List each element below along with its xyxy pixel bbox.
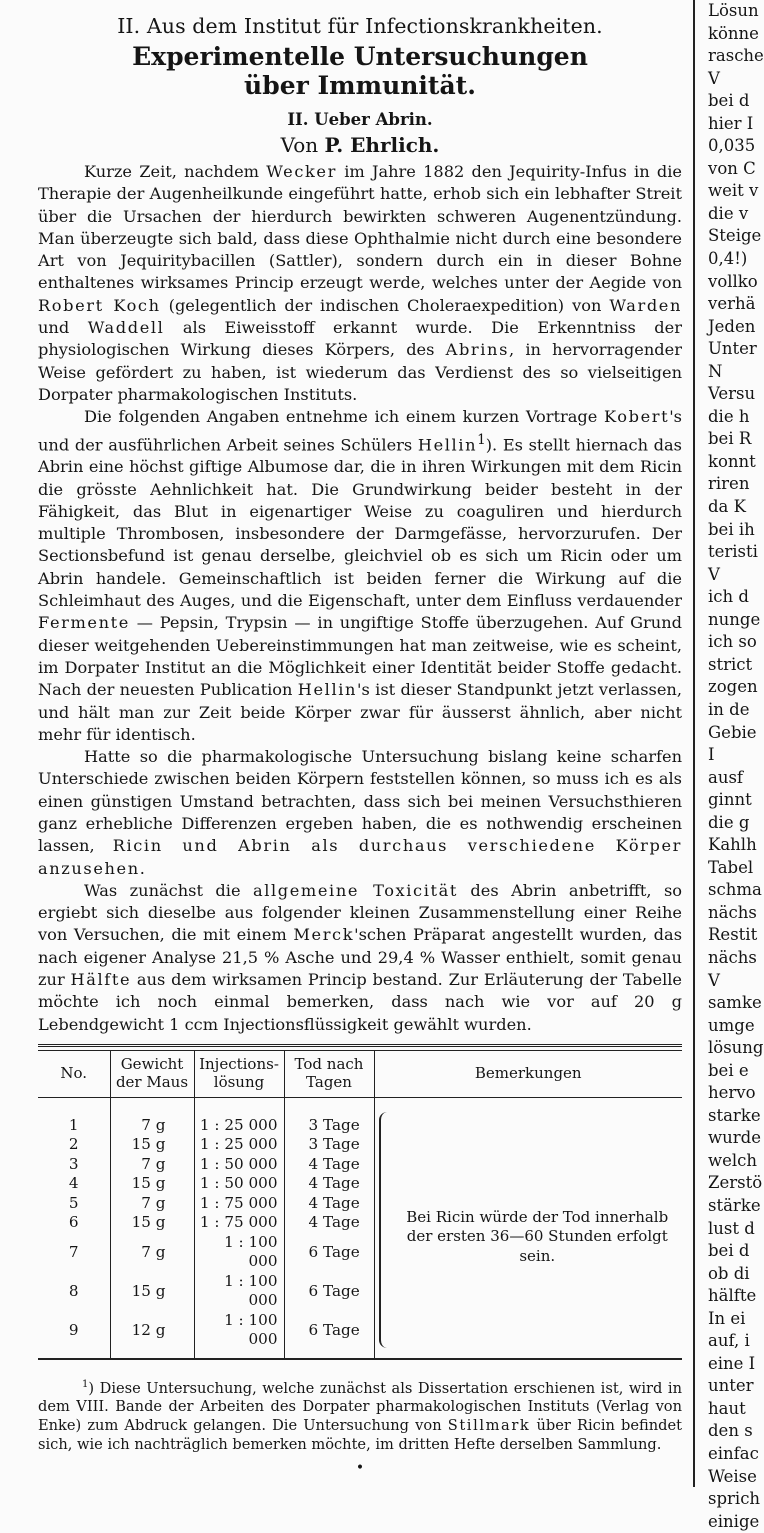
footnote-number: 1 [82, 1378, 89, 1390]
fragment-line: teristi [708, 542, 758, 562]
fragment-line: auf, i [708, 1331, 750, 1351]
spaced-name: Abrins [445, 340, 509, 360]
column-header-solution [194, 1051, 284, 1098]
column-divider [693, 0, 695, 1487]
fragment-line: hervo [708, 1083, 756, 1103]
fragment-line: riren [708, 474, 750, 494]
spaced-name: Hellin [297, 680, 358, 700]
spaced-word: Fermente [38, 613, 130, 633]
cell-death: 3 Tage [284, 1135, 374, 1155]
fragment-line: strict [708, 654, 753, 674]
cell-weight: 12 g [110, 1311, 194, 1358]
article [38, 14, 682, 1476]
fragment-line: verhä [708, 294, 756, 314]
cell-no: 1 [68, 1115, 79, 1134]
spaced-phrase: Ricin und Abrin als durchaus verschiedene Körper anzusehen [38, 836, 682, 878]
page-mark: • [355, 1460, 365, 1477]
fragment-line: von C [708, 158, 756, 178]
fragment-line: welch [708, 1150, 758, 1170]
fragment-line: samke [708, 993, 762, 1013]
author-name: P. Ehrlich. [324, 133, 440, 157]
fragment-line: in de [708, 699, 750, 719]
cell-death: 6 Tage [284, 1311, 374, 1358]
text-run: Hatte so die pharmakologische Untersuchung bislang keine scharfen Unterschiede zwischen beiden Körpern feststellen können, so muss ich es als einen günstigen Umstand betrachten, dass sich bei meinen Versuchsthieren ganz erhebliche Differenzen ergeben haben, die es nothwendig erscheinen lassen, [38, 747, 682, 856]
text-run: ), sondern durch ein in dieser Bohne enthaltenes wirksames Princip erzeugt werde, welches unter der Aegide von [38, 251, 682, 293]
title-line-2: über Immunität. [244, 71, 476, 100]
fragment-line: nächs [708, 902, 757, 922]
paragraph-3 [38, 746, 682, 880]
toxicity-table [38, 1051, 682, 1358]
text-run: ). Es stellt hiernach das Abrin eine höchst giftige Albumose dar, die in ihren Wirkungen mit dem Ricin die grösste Aehnlichkeit hat. Die Grundwirkung beider besteht in der Fähigkeit, das Blut in eigenartiger Weise zu coaguliren und hierdurch multiple Thrombosen, insbesondere der Darmgefässe, hervorzurufen. Der Sectionsbefund ist genau derselbe, gleichviel ob es sich um Ricin oder um Abrin handele. Gemeinschaftlich ist beiden ferner die Wirkung auf die Schleimhaut des Auges, und die Eigenschaft, unter dem Einfluss verdauender [38, 434, 682, 611]
fragment-line: ob di [708, 1263, 750, 1283]
fragment-line: vollko [708, 271, 758, 291]
cell-no: 5 [68, 1193, 79, 1212]
fragment-line: lust d [708, 1218, 755, 1238]
fragment-line: die v [708, 203, 749, 223]
column-header-weight [110, 1051, 194, 1098]
fragment-line: Gebie [708, 722, 757, 742]
spaced-name: Merck [293, 925, 355, 945]
fragment-line: In ei [708, 1308, 746, 1328]
adjacent-column-fragment [708, 0, 764, 1531]
table-top-rule [38, 1044, 682, 1051]
fragment-line: haut [708, 1398, 746, 1418]
cell-no: 6 [68, 1213, 79, 1232]
text-run: des Abrin anbetrifft, so ergiebt sich dieselbe aus folgender kleinen Zusammenstellung einer Reihe von Versuchen, die mit einem [38, 880, 683, 945]
cell-death: 4 Tage [284, 1194, 374, 1214]
cell-weight: 15 g [110, 1174, 194, 1194]
fragment-line: N [708, 361, 723, 381]
cell-solution: 1 : 25 000 [194, 1135, 284, 1155]
table-header-row [38, 1051, 682, 1098]
fragment-line: eine I [708, 1353, 756, 1373]
spaced-phrase: allgemeine Toxicität [252, 880, 458, 900]
paragraph-1 [38, 161, 682, 406]
text-run: . [139, 858, 145, 878]
text-run: (gelegentlich der indischen Choleraexpedition) von [160, 295, 610, 315]
column-header-death [284, 1051, 374, 1098]
column-header-remarks: Bemerkungen [374, 1051, 682, 1098]
paragraph-2 [38, 406, 682, 746]
fragment-line: weit v [708, 181, 759, 201]
fragment-line: ich d [708, 587, 749, 607]
fragment-line: lösung [708, 1038, 764, 1058]
text-run: — Pepsin, Trypsin — in ungiftige Stoffe überzugehen. Auf Grund dieser weitgehenden Uebereinstimmungen hat man zeitweise, wie es scheint, im Dorpater Institut an die Möglichkeit einer Identität beider Stoffe gedacht. Nach der neuesten Publication [38, 613, 682, 700]
text-run: über Ricin befindet sich, wie ich nachträglich bemerken möchte, im dritten Hefte derselben Sammlung. [38, 1417, 682, 1453]
cell-death: 4 Tage [284, 1174, 374, 1194]
spaced-name: Robert Koch [38, 295, 161, 315]
fragment-line: umge [708, 1015, 755, 1035]
cell-no: 3 [68, 1154, 79, 1173]
cell-weight: 15 g [110, 1213, 194, 1233]
cell-solution: 1 : 100 000 [194, 1311, 284, 1358]
text-run: als Eiweisstoff erkannt wurde. Die Erkenntniss der physiologischen Wirkung dieses Körpers, des [38, 318, 682, 360]
spaced-name: Stillmark [447, 1417, 531, 1435]
cell-death: 6 Tage [284, 1272, 374, 1311]
cell-weight: 15 g [110, 1135, 194, 1155]
author-prefix: Von [280, 133, 319, 157]
text-run: 'schen Präparat angestellt wurden, das nach eigener Analyse 21,5 % Asche und 29,4 % Wasser enthielt, somit genau zur [38, 925, 683, 990]
brace-icon [379, 1112, 391, 1348]
cell-no: 7 [68, 1242, 79, 1261]
cell-solution: 1 : 25 000 [194, 1097, 284, 1135]
cell-weight: 7 g [110, 1233, 194, 1272]
cell-solution: 1 : 75 000 [194, 1213, 284, 1233]
fragment-line: zogen [708, 677, 758, 697]
table-bottom-rule [38, 1358, 682, 1360]
fragment-line: einfac [708, 1444, 759, 1463]
fragment-line: 0,4!) [708, 249, 748, 269]
fragment-line: die g [708, 812, 750, 832]
cell-no: 8 [68, 1281, 79, 1300]
fragment-line: Versu [708, 384, 756, 404]
fragment-line: Kahlh [708, 835, 757, 855]
cell-weight: 7 g [110, 1155, 194, 1175]
fragment-line: Jeden [708, 316, 756, 336]
header-line: lösung [213, 1072, 265, 1091]
fragment-line: 0,035 [708, 136, 756, 156]
cell-no: 9 [68, 1320, 79, 1339]
cell-remarks [374, 1097, 682, 1358]
fragment-line: V [708, 564, 720, 584]
fragment-line: Unter [708, 339, 757, 359]
fragment-line: bei ih [708, 519, 755, 539]
cell-death: 6 Tage [284, 1233, 374, 1272]
fragment-line: bei e [708, 1060, 749, 1080]
cell-solution: 1 : 50 000 [194, 1174, 284, 1194]
fragment-line: bei d [708, 1241, 750, 1261]
fragment-line: da K [708, 497, 746, 517]
cell-weight: 7 g [110, 1097, 194, 1135]
fragment-line: Tabel [708, 857, 754, 877]
fragment-line: starke [708, 1105, 761, 1125]
cell-solution: 1 : 100 000 [194, 1272, 284, 1311]
fragment-line: Restit [708, 925, 758, 945]
table-row [38, 1097, 682, 1135]
text-run: 's ist dieser Standpunkt jetzt verlassen, und hält man zur Zeit beide Körper zwar für äusserst ähnlich, aber nicht mehr für identisch. [38, 680, 682, 744]
text-run: und [38, 318, 88, 338]
cell-weight: 7 g [110, 1194, 194, 1214]
author-line [38, 133, 682, 157]
text-run: Die folgenden Angaben entnehme ich einem kurzen Vortrage [84, 407, 605, 427]
remark-text: Bei Ricin würde der Tod innerhalb der ersten 36—60 Stunden erfolgt sein. [406, 1207, 669, 1265]
fragment-line: hier I [708, 113, 754, 133]
header-line: Injections- [199, 1054, 279, 1073]
header-line: Tod nach [294, 1054, 364, 1073]
fragment-line: Weise [708, 1466, 757, 1486]
text-run: Kurze Zeit, nachdem [84, 162, 267, 181]
fragment-line: V [708, 970, 720, 990]
fragment-line: ausf [708, 767, 744, 787]
fragment-line: bei d [708, 91, 750, 111]
column-header-no: No. [38, 1051, 110, 1098]
fragment-line: Zerstö [708, 1173, 763, 1193]
fragment-line: den s [708, 1421, 753, 1441]
fragment-line: unter [708, 1376, 754, 1396]
cell-no: 2 [68, 1135, 79, 1154]
section-heading: II. Aus dem Institut für Infectionskrankheiten. [117, 14, 603, 38]
fragment-line: bei R [708, 429, 752, 449]
text-run: aus dem wirksamen Princip bestand. Zur Erläuterung der Tabelle möchte ich noch einmal bemerken, dass nach wie vor auf 20 g Lebendgewicht 1 ccm Injectionsflüssigkeit gewählt wurden. [38, 970, 683, 1034]
fragment-line: könne [708, 23, 759, 43]
spaced-name: Warden [609, 295, 682, 315]
text-run: 's und der ausführlichen Arbeit seines Schülers [38, 407, 682, 454]
fragment-line: schma [708, 880, 762, 900]
header-line: Gewicht [120, 1054, 184, 1073]
fragment-line: ich so [708, 632, 757, 652]
title-line-1: Experimentelle Untersuchungen [132, 42, 588, 71]
spaced-word: Hälfte [70, 970, 132, 990]
cell-solution: 1 : 75 000 [194, 1194, 284, 1214]
text-run: im Jahre 1882 den Jequirity-Infus in die Therapie der Augenheilkunde eingeführt hatte, erhob sich ein lebhafter Streit über die Ursachen der hierdurch bewirkten schweren Augenentzündung. Man überzeugte sich bald, dass diese Ophthalmie nicht durch eine besondere Art von Jequiritybacillen ( [38, 162, 682, 271]
fragment-line: nächs [708, 947, 757, 967]
spaced-name: Waddell [87, 318, 165, 338]
fragment-line: Steige [708, 226, 762, 246]
fragment-line: Lösun [708, 1, 759, 20]
fragment-line: sprich [708, 1489, 761, 1509]
header-line: der Maus [115, 1072, 189, 1091]
text-run: Sattler [275, 251, 332, 271]
footnote-mark: 1 [477, 431, 486, 448]
cell-no: 4 [68, 1174, 79, 1193]
text-run: Was zunächst die [84, 880, 253, 900]
fragment-line: I [708, 745, 715, 765]
fragment-line: die h [708, 406, 750, 426]
cell-death: 4 Tage [284, 1155, 374, 1175]
fragment-line: konnt [708, 451, 756, 471]
fragment-line: hälfte [708, 1286, 757, 1306]
fragment-line: stärke [708, 1195, 761, 1215]
header-line: Tagen [306, 1072, 352, 1091]
fragment-line: nunge [708, 609, 761, 629]
fragment-line: V [708, 68, 720, 88]
fragment-line: rasche [708, 46, 764, 66]
spaced-name: Kobert [604, 407, 670, 427]
cell-death: 3 Tage [284, 1097, 374, 1135]
cell-solution: 1 : 100 000 [194, 1233, 284, 1272]
text-run: , in hervorragender Weise gefördert zu haben, ist wiederum das Verdienst des so vielseitigen Dorpater pharmakologischen Instituts. [38, 340, 682, 404]
spaced-name: Wecker [266, 162, 337, 181]
fragment-line: wurde [708, 1128, 761, 1148]
cell-solution: 1 : 50 000 [194, 1155, 284, 1175]
article-subtitle: II. Ueber Abrin. [287, 110, 433, 129]
footnote [38, 1376, 682, 1454]
paragraph-4 [38, 880, 682, 1036]
spaced-name: Hellin [417, 434, 478, 454]
fragment-line: ginnt [708, 790, 752, 810]
fragment-line: einige [708, 1511, 760, 1531]
cell-death: 4 Tage [284, 1213, 374, 1233]
text-run: ) Diese Untersuchung, welche zunächst als Dissertation erschienen ist, wird in dem VIII. Bande der Arbeiten des Dorpater pharmakologischen Instituts (Verlag von Enke) zum Abdruck gelangen. Die Untersuchung von [38, 1379, 682, 1435]
article-title [38, 42, 682, 100]
cell-weight: 15 g [110, 1272, 194, 1311]
